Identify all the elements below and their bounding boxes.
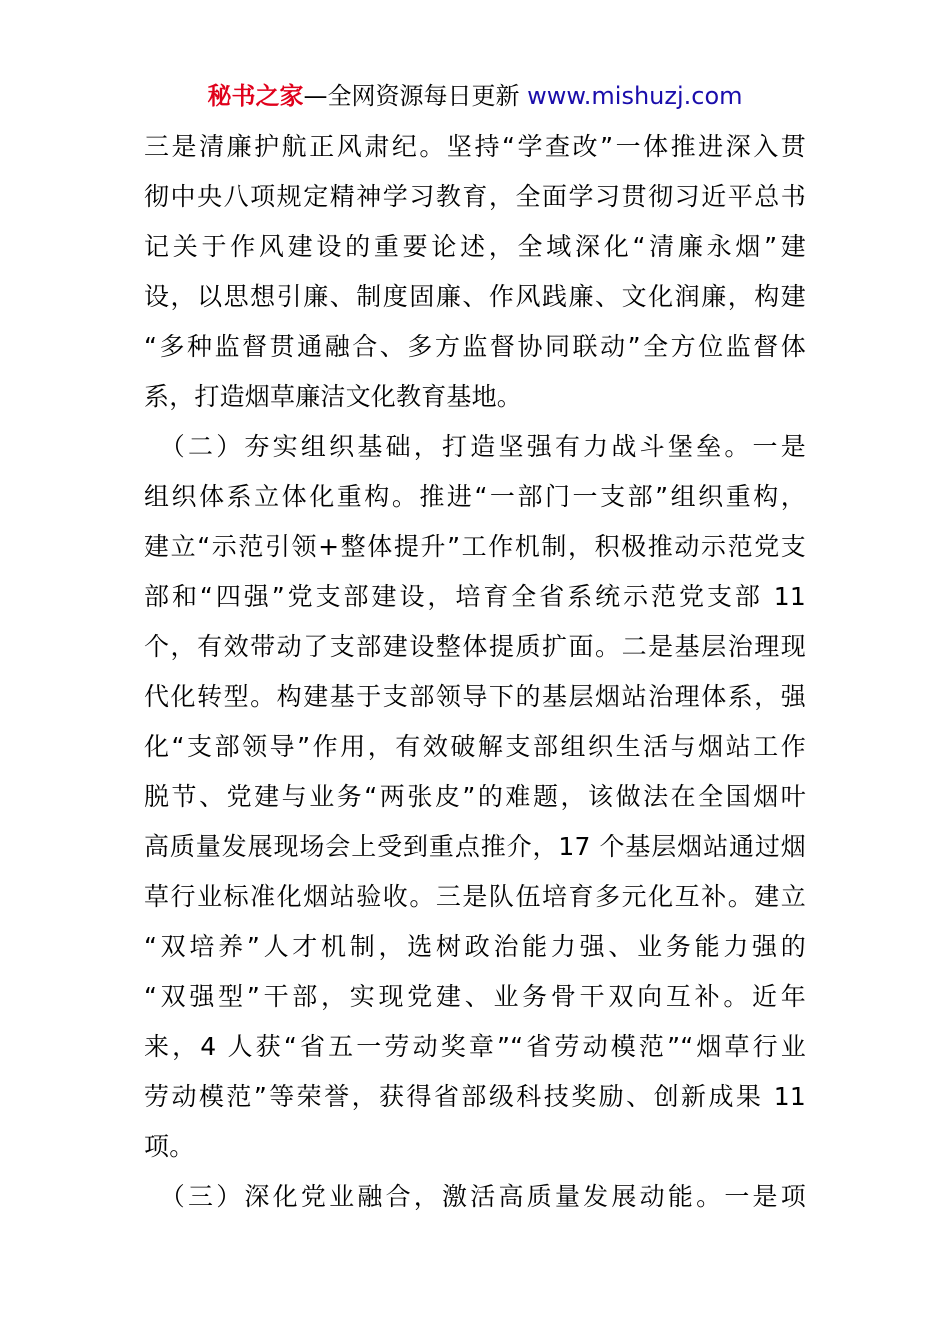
text-line: “双强型”干部，实现党建、业务骨干双向互补。近年 bbox=[144, 982, 806, 1011]
text-line: 组织体系立体化重构。推进“一部门一支部”组织重构， bbox=[144, 482, 806, 511]
text-line: 建立“示范引领+整体提升”工作机制，积极推动示范党支 bbox=[144, 532, 806, 561]
text-line: 劳动模范”等荣誉，获得省部级科技奖励、创新成果 11 bbox=[144, 1082, 806, 1111]
document-body bbox=[144, 122, 806, 1222]
text-line: 来，4 人获“省五一劳动奖章”“省劳动模范”“烟草行业 bbox=[144, 1032, 806, 1061]
text-line: “多种监督贯通融合、多方监督协同联动”全方位监督体 bbox=[144, 332, 806, 361]
text-line: 彻中央八项规定精神学习教育，全面学习贯彻习近平总书 bbox=[144, 182, 806, 211]
text-line: 高质量发展现场会上受到重点推介，17 个基层烟站通过烟 bbox=[144, 832, 806, 861]
text-line: 部和“四强”党支部建设，培育全省系统示范党支部 11 bbox=[144, 582, 806, 611]
brand-name: 秘书之家 bbox=[207, 82, 304, 110]
text-line: 代化转型。构建基于支部领导下的基层烟站治理体系，强 bbox=[144, 682, 806, 711]
text-line: 项。 bbox=[144, 1132, 195, 1161]
text-line: “双培养”人才机制，选树政治能力强、业务能力强的 bbox=[144, 932, 806, 961]
text-line: （三）深化党业融合，激活高质量发展动能。一是项 bbox=[144, 1182, 806, 1211]
text-line: （二）夯实组织基础，打造坚强有力战斗堡垒。一是 bbox=[144, 432, 806, 461]
text-line: 三是清廉护航正风肃纪。坚持“学查改”一体推进深入贯 bbox=[144, 132, 806, 161]
text-line: 化“支部领导”作用，有效破解支部组织生活与烟站工作 bbox=[144, 732, 806, 761]
site-url[interactable]: www.mishuzj.com bbox=[527, 82, 743, 110]
text-line: 草行业标准化烟站验收。三是队伍培育多元化互补。建立 bbox=[144, 882, 806, 911]
site-header bbox=[0, 80, 950, 112]
text-line: 记关于作风建设的重要论述，全域深化“清廉永烟”建 bbox=[144, 232, 806, 261]
text-line: 设，以思想引廉、制度固廉、作风践廉、文化润廉，构建 bbox=[144, 282, 806, 311]
text-line: 脱节、党建与业务“两张皮”的难题，该做法在全国烟叶 bbox=[144, 782, 806, 811]
header-tagline: —全网资源每日更新 bbox=[303, 82, 528, 110]
text-line: 系，打造烟草廉洁文化教育基地。 bbox=[144, 382, 523, 411]
text-line: 个，有效带动了支部建设整体提质扩面。二是基层治理现 bbox=[144, 632, 806, 661]
